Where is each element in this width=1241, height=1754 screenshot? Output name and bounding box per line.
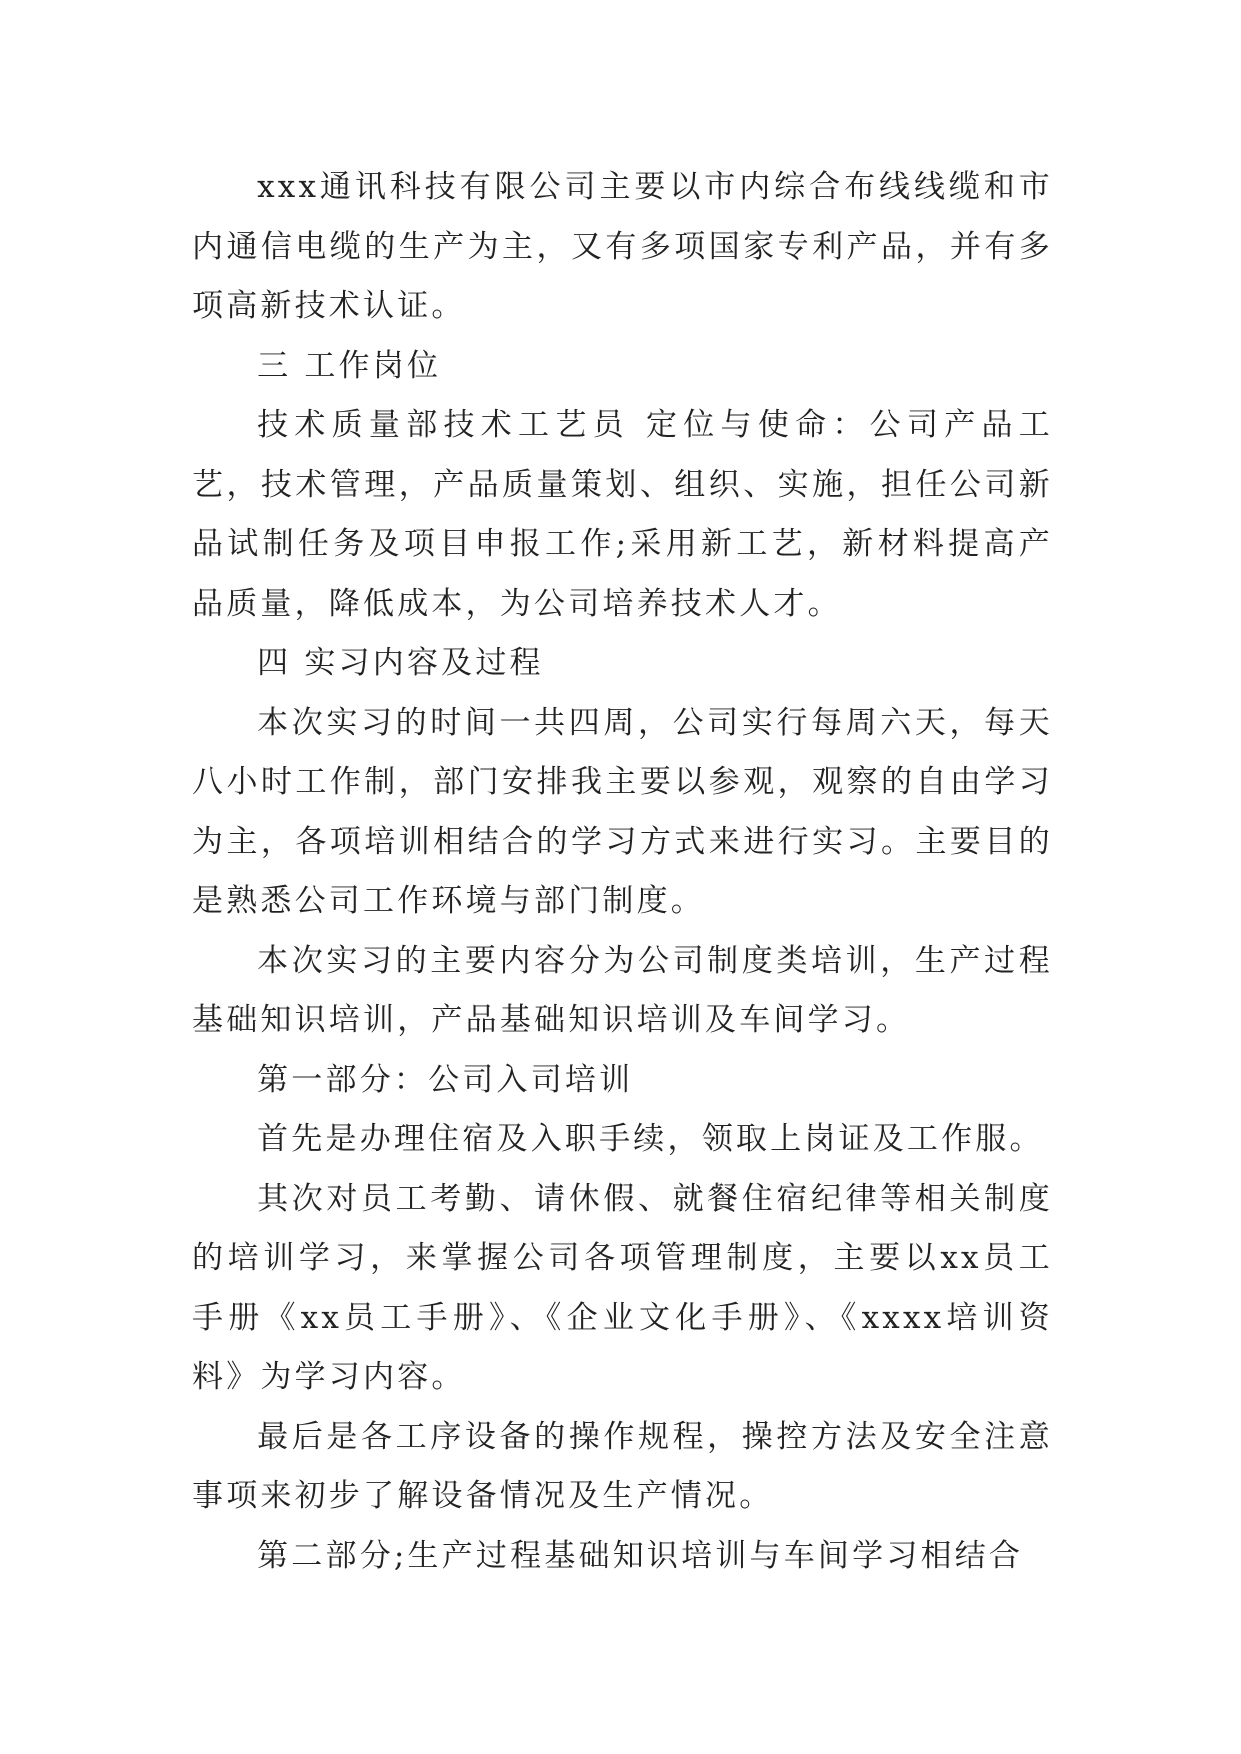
paragraph-onboarding: 首先是办理住宿及入职手续，领取上岗证及工作服。 — [257, 1121, 1044, 1157]
heading-work-position: 三 工作岗位 — [257, 347, 442, 384]
heading-part-one: 第一部分：公司入司培训 — [257, 1061, 634, 1098]
heading-part-two: 第二部分;生产过程基础知识培训与车间学习相结合 — [257, 1537, 1024, 1574]
paragraph-equipment-operation: 最后是各工序设备的操作规程，操控方法及安全注意事项来初步了解设备情况及生产情况。 — [192, 1418, 1053, 1514]
paragraph-company-intro: xxx通讯科技有限公司主要以市内综合布线线缆和市内通信电缆的生产为主，又有多项国家专利产品，并有多项高新技术认证。 — [192, 169, 1053, 324]
heading-internship-content: 四 实习内容及过程 — [257, 645, 544, 681]
paragraph-internship-main-content: 本次实习的主要内容分为公司制度类培训，生产过程基础知识培训，产品基础知识培训及车间学习。 — [192, 942, 1053, 1038]
paragraph-internship-duration: 本次实习的时间一共四周，公司实行每周六天，每天八小时工作制，部门安排我主要以参观，观察的自由学习为主，各项培训相结合的学习方式来进行实习。主要目的是熟悉公司工作环境与部门制度。 — [192, 704, 1053, 919]
paragraph-position-mission: 技术质量部技术工艺员 定位与使命：公司产品工艺，技术管理，产品质量策划、组织、实施，担任公司新品试制任务及项目申报工作;采用新工艺，新材料提高产品质量，降低成本，为公司培养技术人才。 — [192, 407, 1053, 622]
paragraph-rules-training: 其次对员工考勤、请休假、就餐住宿纪律等相关制度的培训学习，来掌握公司各项管理制度，主要以xx员工手册《xx员工手册》、《企业文化手册》、《xxxx培训资料》为学习内容。 — [192, 1180, 1053, 1395]
document-page — [192, 158, 1053, 1586]
